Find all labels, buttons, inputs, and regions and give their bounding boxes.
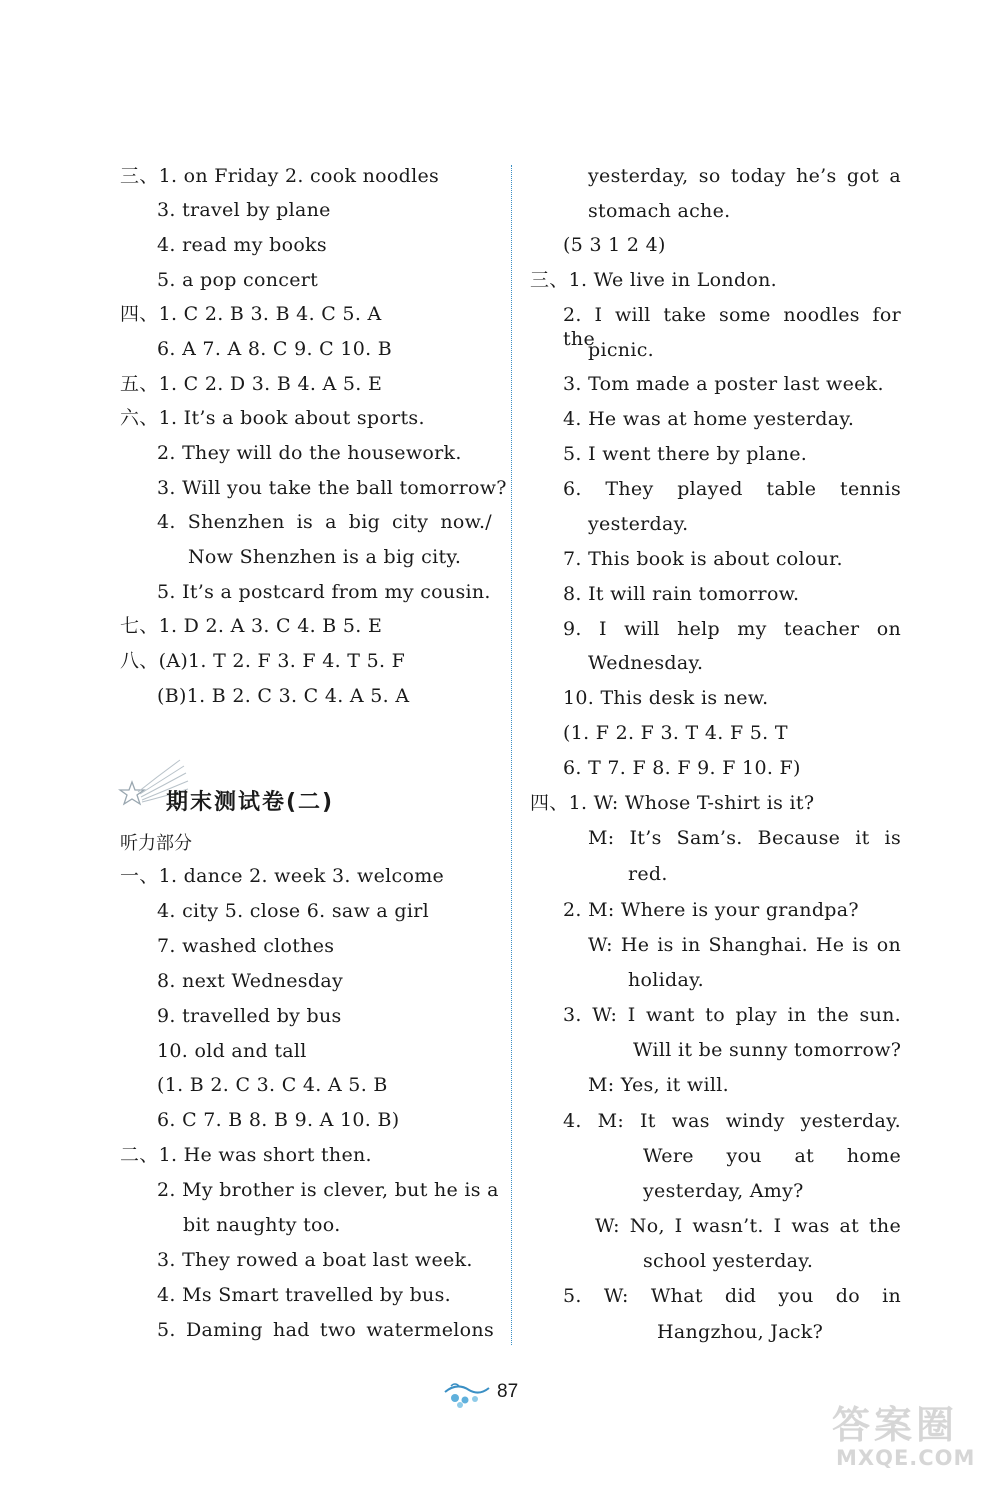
answer-line: 5. a pop concert [157,269,319,291]
answer-line: 5. Daming had two watermelons [157,1319,494,1341]
answer-line: 六、1. It’s a book about sports. [120,407,425,429]
watermark-text: 答案圈 [832,1403,959,1447]
answer-line: stomach ache. [588,200,731,222]
answer-line: 二、1. He was short then. [120,1144,372,1166]
answer-line: Wednesday. [588,652,704,674]
answer-line: 4. Shenzhen is a big city now./ [157,511,492,533]
answer-line: 4. M: It was windy yesterday. [563,1110,901,1132]
answer-line: 2. M: Where is your grandpa? [563,899,859,921]
flower-icon [443,1378,491,1410]
answer-line: picnic. [588,339,654,361]
answer-line: 3. They rowed a boat last week. [157,1249,473,1271]
answer-line: yesterday, so today he’s got a [588,165,901,187]
answer-line: 4. Ms Smart travelled by bus. [157,1284,451,1306]
answer-line: M: Yes, it will. [588,1074,729,1096]
answer-line: 8. next Wednesday [157,970,343,992]
answer-line: bit naughty too. [183,1214,341,1236]
answer-line: 八、(A)1. T 2. F 3. F 4. T 5. F [120,650,406,672]
answer-line: 8. It will rain tomorrow. [563,583,800,605]
sub-heading: 听力部分 [120,833,192,854]
answer-line: 6. A 7. A 8. C 9. C 10. B [157,338,393,360]
page-number: 87 [497,1381,519,1402]
answer-line: 3. travel by plane [157,199,331,221]
answer-line: 三、1. We live in London. [530,269,778,291]
answer-line: W: He is in Shanghai. He is on [588,934,901,956]
answer-line: Hangzhou, Jack? [657,1321,824,1343]
answer-line: 五、1. C 2. D 3. B 4. A 5. E [120,373,383,395]
watermark-logo [826,1392,998,1484]
answer-line: 4. city 5. close 6. saw a girl [157,900,429,922]
answer-line: 四、1. C 2. B 3. B 4. C 5. A [120,303,382,325]
answer-line: Will it be sunny tomorrow? [633,1039,902,1061]
answer-line: (5 3 1 2 4) [563,234,666,256]
answer-line: 5. I went there by plane. [563,443,808,465]
answer-line: (1. B 2. C 3. C 4. A 5. B [157,1074,388,1096]
answer-line: 9. I will help my teacher on [563,618,901,640]
column-divider [511,165,512,1345]
answer-line: 10. This desk is new. [563,687,769,709]
answer-line: holiday. [628,969,704,991]
answer-line: red. [628,863,668,885]
answer-line: (B)1. B 2. C 3. C 4. A 5. A [157,685,410,707]
answer-line: 4. read my books [157,234,327,256]
answer-line: 7. washed clothes [157,935,335,957]
answer-line: 6. C 7. B 8. B 9. A 10. B) [157,1109,400,1131]
watermark-url: MXQE.COM [836,1446,976,1470]
answer-line: 5. W: What did you do in [563,1285,901,1307]
answer-line: 10. old and tall [157,1040,307,1062]
answer-line: 四、1. W: Whose T-shirt is it? [530,792,815,814]
answer-line: 7. This book is about colour. [563,548,843,570]
answer-line: 3. W: I want to play in the sun. [563,1004,901,1026]
answer-line: yesterday. [588,513,689,535]
answer-line: 一、1. dance 2. week 3. welcome [120,865,445,887]
answer-line: Were you at home [643,1145,901,1167]
answer-line: 6. They played table tennis [563,478,901,500]
answer-line: M: It’s Sam’s. Because it is [588,827,901,849]
answer-line: 4. He was at home yesterday. [563,408,855,430]
answer-line: 6. T 7. F 8. F 9. F 10. F) [563,757,801,779]
answer-line: 三、1. on Friday 2. cook noodles [120,165,440,187]
answer-line: W: No, I wasn’t. I was at the [595,1215,901,1237]
answer-line: 2. My brother is clever, but he is a [157,1179,499,1201]
answer-line: (1. F 2. F 3. T 4. F 5. T [563,722,788,744]
answer-line: 3. Tom made a poster last week. [563,373,884,395]
answer-line: 5. It’s a postcard from my cousin. [157,581,491,603]
answer-line: 2. I will take some noodles for the [563,304,901,350]
section-title: 期末测试卷(二) [166,790,335,815]
answer-line: school yesterday. [643,1250,814,1272]
answer-line: 3. Will you take the ball tomorrow? [157,477,507,499]
answer-line: Now Shenzhen is a big city. [188,546,462,568]
answer-line: 七、1. D 2. A 3. C 4. B 5. E [120,615,383,637]
answer-line: yesterday, Amy? [643,1180,804,1202]
answer-line: 9. travelled by bus [157,1005,342,1027]
answer-line: 2. They will do the housework. [157,442,462,464]
